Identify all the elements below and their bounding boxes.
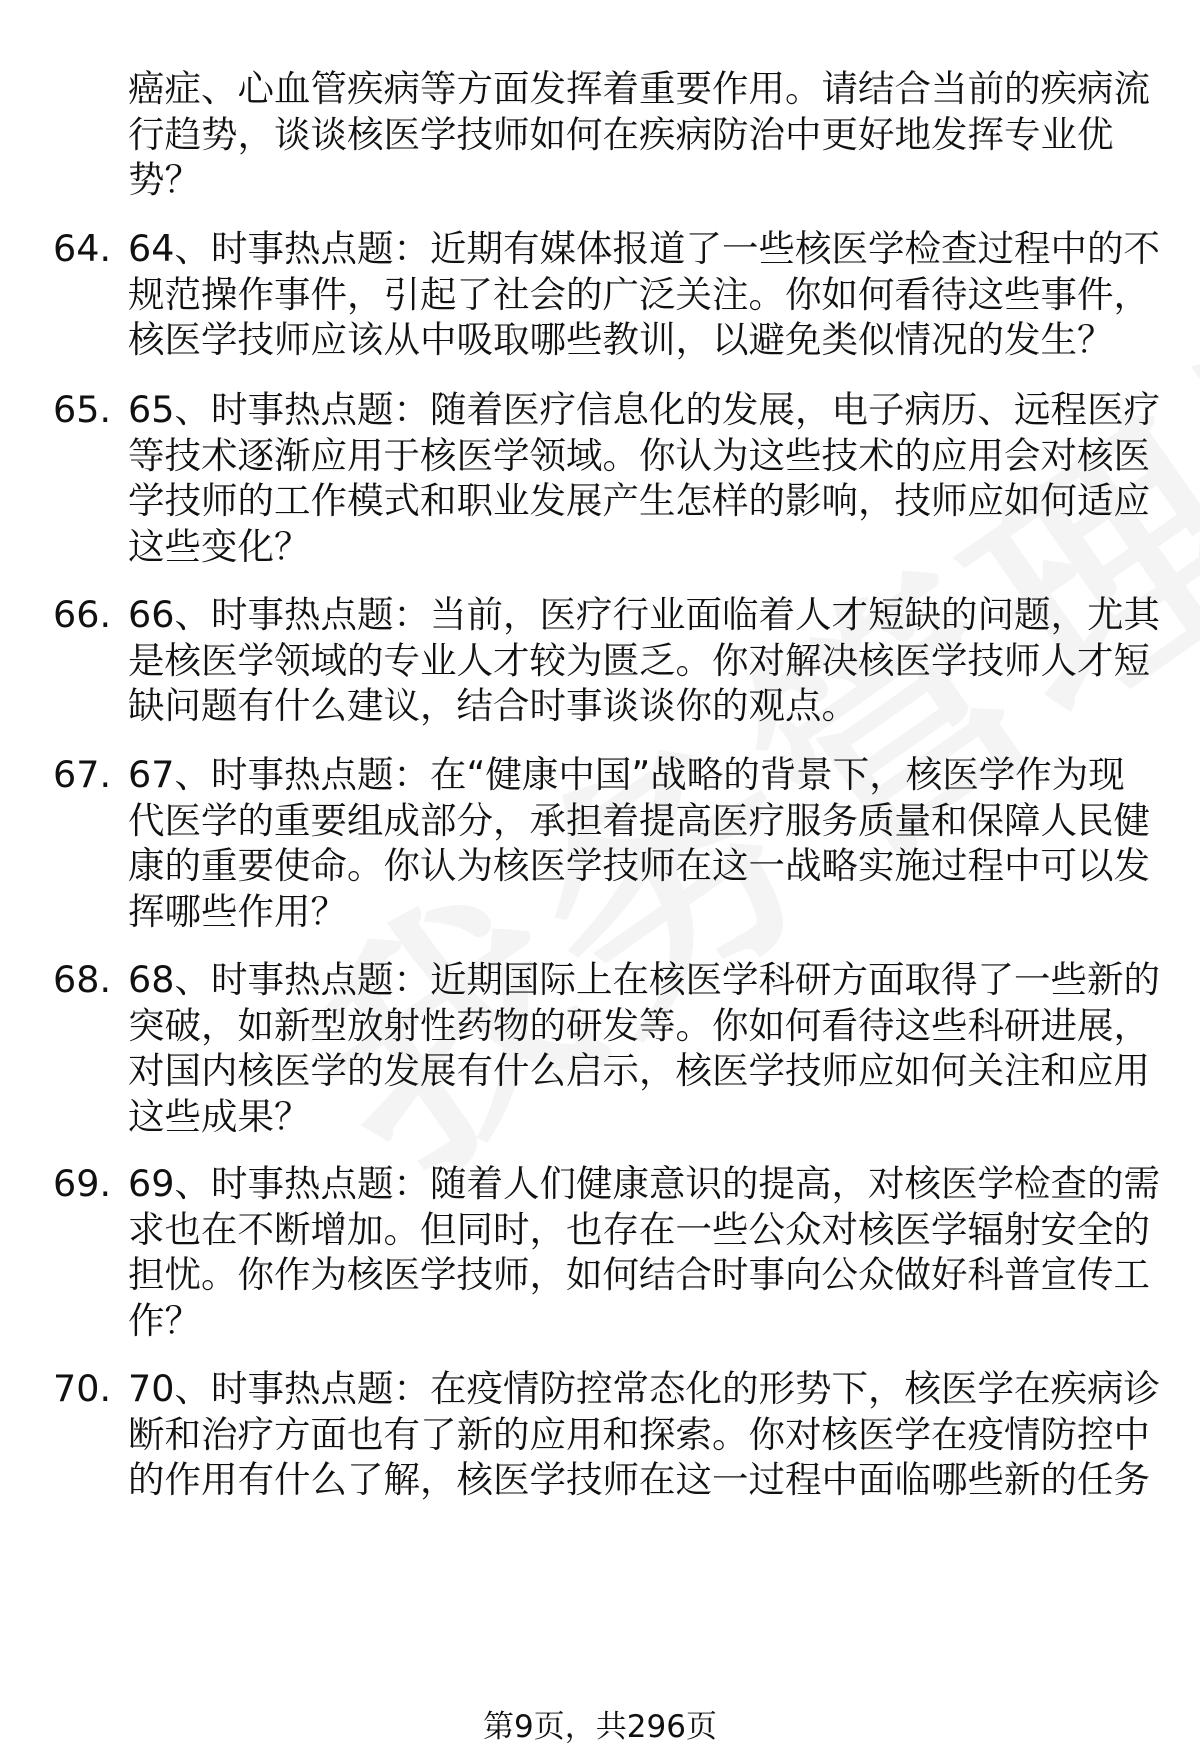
text-line: 64、时事热点题：近期有媒体报道了一些核医学检查过程中的不 xyxy=(128,227,1160,270)
page-footer: 第9页，共296页 xyxy=(483,1709,717,1745)
text-line: 学技师的工作模式和职业发展产生怎样的影响，技师应如何适应 xyxy=(128,479,1150,522)
text-line: 68、时事热点题：近期国际上在核医学科研方面取得了一些新的 xyxy=(128,958,1160,1001)
text-line: 规范操作事件，引起了社会的广泛关注。你如何看待这些事件， xyxy=(128,272,1150,316)
text-line: 断和治疗方面也有了新的应用和探索。你对核医学在疫情防控中 xyxy=(128,1412,1150,1456)
text-line: 69、时事热点题：随着人们健康意识的提高，对核医学检查的需 xyxy=(128,1162,1160,1205)
text-line: 66、时事热点题：当前，医疗行业面临着人才短缺的问题，尤其 xyxy=(128,593,1160,636)
text-line: 70、时事热点题：在疫情防控常态化的形势下，核医学在疾病诊 xyxy=(128,1367,1160,1410)
text-line: 代医学的重要组成部分，承担着提高医疗服务质量和保障人民健 xyxy=(128,798,1150,842)
item-text xyxy=(128,592,1160,729)
text-line: 这些成果？ xyxy=(128,1094,311,1138)
item-number: 69. xyxy=(53,1162,112,1205)
continuation-paragraph xyxy=(0,66,1150,203)
item-number: 68. xyxy=(53,958,112,1001)
text-line: 是核医学领域的专业人才较为匮乏。你对解决核医学技师人才短 xyxy=(128,638,1150,682)
text-line: 担忧。你作为核医学技师，如何结合时事向公众做好科普宣传工 xyxy=(128,1253,1150,1296)
item-number: 65. xyxy=(53,388,112,431)
item-number: 64. xyxy=(53,227,112,270)
item-text xyxy=(128,957,1160,1139)
item-text xyxy=(128,387,1160,569)
text-line: 癌症、心血管疾病等方面发挥着重要作用。请结合当前的疾病流 xyxy=(128,67,1150,110)
item-text xyxy=(128,1366,1160,1503)
text-line: 康的重要使命。你认为核医学技师在这一战略实施过程中可以发 xyxy=(128,844,1150,887)
text-line: 65、时事热点题：随着医疗信息化的发展，电子病历、远程医疗 xyxy=(128,388,1160,431)
item-number: 70. xyxy=(53,1367,112,1410)
item-text xyxy=(128,752,1150,934)
text-line: 这些变化？ xyxy=(128,524,311,568)
text-line: 缺问题有什么建议，结合时事谈谈你的观点。 xyxy=(128,684,858,727)
text-line: 67、时事热点题：在“健康中国”战略的背景下，核医学作为现 xyxy=(128,753,1125,796)
item-number: 66. xyxy=(53,593,112,636)
item-text xyxy=(128,1161,1160,1343)
text-line: 核医学技师应该从中吸取哪些教训，以避免类似情况的发生？ xyxy=(128,318,1114,361)
text-line: 势？ xyxy=(128,158,201,201)
text-line: 行趋势，谈谈核医学技师如何在疾病防治中更好地发挥专业优 xyxy=(128,112,1114,156)
text-line: 等技术逐渐应用于核医学领域。你认为这些技术的应用会对核医 xyxy=(128,433,1150,477)
text-line: 挥哪些作用？ xyxy=(128,889,347,933)
text-line: 突破，如新型放射性药物的研发等。你如何看待这些科研进展， xyxy=(128,1003,1150,1047)
item-number: 67. xyxy=(53,753,112,796)
text-line: 作？ xyxy=(128,1298,201,1342)
text-line: 的作用有什么了解，核医学技师在这一过程中面临哪些新的任务 xyxy=(128,1458,1150,1501)
item-text xyxy=(128,226,1160,363)
text-line: 对国内核医学的发展有什么启示，核医学技师应如何关注和应用 xyxy=(128,1049,1150,1092)
text-line: 求也在不断增加。但同时，也存在一些公众对核医学辐射安全的 xyxy=(128,1207,1150,1251)
